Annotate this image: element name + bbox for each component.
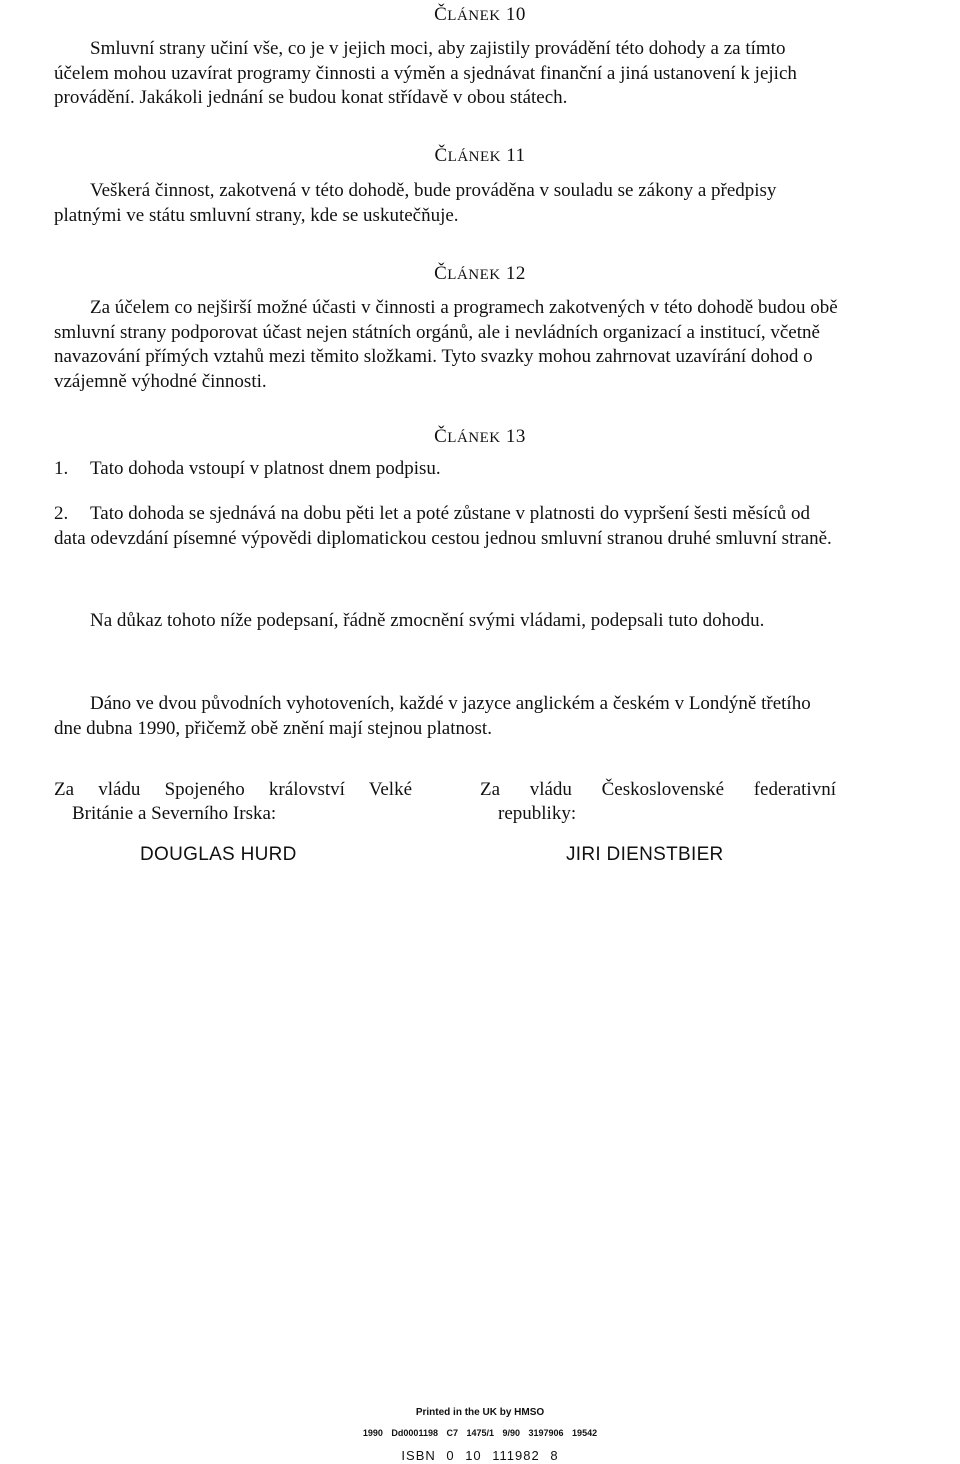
heading-prefix: Č: [434, 4, 448, 25]
done-clause: [54, 692, 838, 741]
print-codes: 1990 Dd0001198 C7 1475/1 9/90 3197906 19542: [362, 1428, 598, 1438]
witness-text: Na důkaz tohoto níže podepsaní, řádně zmocnění svými vládami, podepsali tuto dohodu.: [90, 610, 765, 631]
isbn: ISBN 0 10 111982 8: [401, 1448, 559, 1463]
item-text: Tato dohoda vstoupí v platnost dnem podpisu.: [90, 458, 441, 479]
signatory-name-uk: DOUGLAS HURD: [140, 844, 297, 865]
heading-word: LÁNEK: [447, 267, 501, 283]
done-text: Dáno ve dvou původních vyhotoveních, každé v jazyce anglickém a českém v Londýně třetího dne dubna 1990, přičemž obě znění mají stejnou platnost.: [54, 693, 811, 739]
article-11-body: Veškerá činnost, zakotvená v této dohodě, bude prováděna v souladu se zákony a předpisy platnými ve státu smluvní strany, kde se uskutečňuje.: [54, 180, 777, 226]
article-10-text: [54, 37, 838, 111]
signatory-line-1: Za vládu Československé federativní: [480, 779, 836, 800]
article-12-heading: [0, 263, 960, 286]
signatory-line-2: republiky:: [498, 803, 577, 824]
heading-prefix: Č: [434, 145, 448, 166]
heading-prefix: Č: [434, 263, 448, 284]
heading-number: 13: [505, 426, 526, 447]
article-12-body: Za účelem co nejširší možné účasti v činnosti a programech zakotvených v této dohodě budou obě smluvní strany podporovat účast nejen státních orgánů, ale i nevládních organizací a institucí, včetně navazování přímých vztahů mezi těmito složkami. Tyto svazky mohou zahrnovat uzavírání dohod o vzájemně výhodné činnosti.: [54, 297, 838, 392]
witness-clause: [54, 609, 838, 634]
article-11-heading: [0, 145, 960, 168]
heading-number: 12: [505, 263, 526, 284]
article-13-heading: [0, 426, 960, 449]
item-number: 1.: [54, 458, 69, 479]
article-12-text: [54, 296, 838, 394]
heading-word: LÁNEK: [447, 8, 501, 24]
signatory-line-2: Británie a Severního Irska:: [72, 803, 277, 824]
heading-prefix: Č: [434, 426, 448, 447]
signatory-line-1: Za vládu Spojeného království Velké: [54, 779, 412, 800]
printer-imprint: Printed in the UK by HMSO: [415, 1407, 545, 1418]
article-13-item-1: [54, 457, 838, 482]
item-number: 2.: [54, 503, 69, 524]
article-11-text: [54, 179, 838, 228]
signature-block-uk: [54, 778, 412, 826]
signature-block-cs: [480, 778, 836, 826]
heading-number: 11: [506, 145, 526, 166]
item-text: Tato dohoda se sjednává na dobu pěti let a poté zůstane v platnosti do vypršení šesti měsíců od data odevzdání písemné výpovědi diplomatickou cestou jednou smluvní stranou druhé smluvní straně.: [54, 503, 832, 549]
signatory-name-cs: JIRI DIENSTBIER: [566, 844, 724, 865]
article-13-item-2: [54, 502, 838, 551]
heading-number: 10: [505, 4, 526, 25]
article-10-body: Smluvní strany učiní vše, co je v jejich moci, aby zajistily provádění této dohody a za tímto účelem mohou uzavírat programy činnosti a výměn a sjednávat finanční a jiná ustanovení k jejich provádění. Jakákoli jednání se budou konat střídavě v obou státech.: [54, 38, 797, 108]
heading-word: LÁNEK: [447, 430, 501, 446]
heading-word: LÁNEK: [447, 149, 501, 165]
article-10-heading: [0, 4, 960, 27]
